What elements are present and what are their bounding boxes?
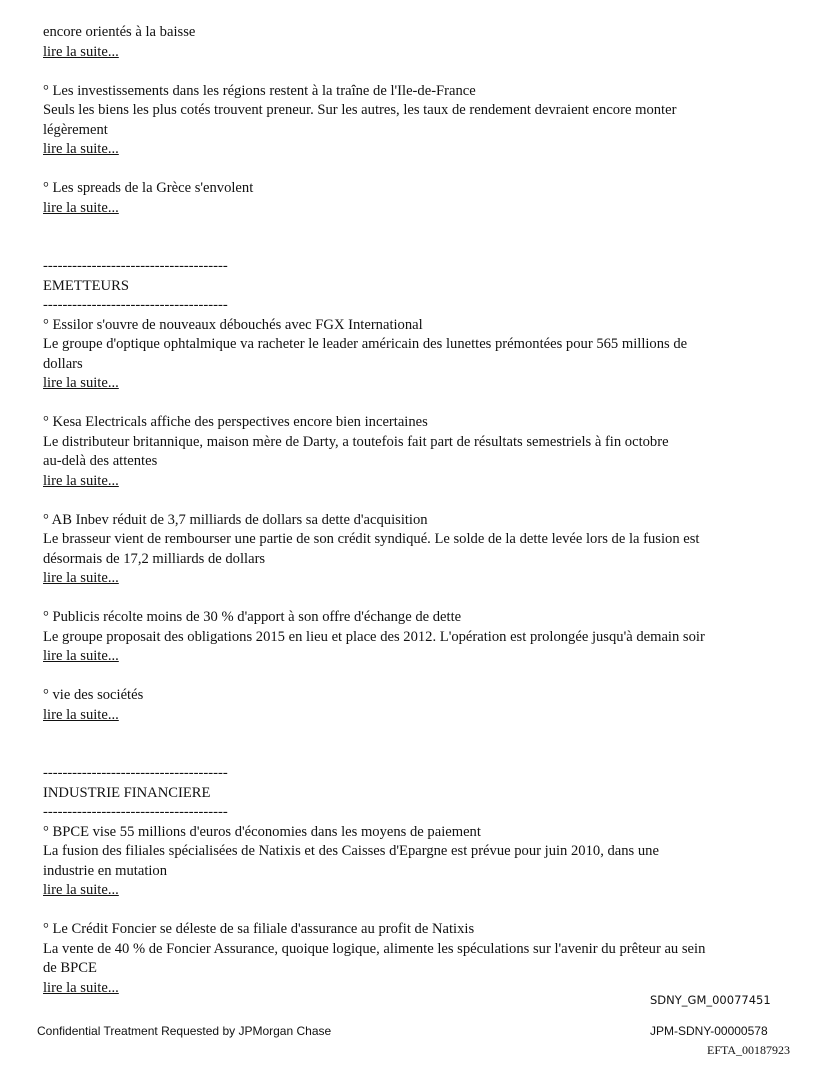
section-divider: -------------------------------------- — [43, 297, 228, 313]
article-item — [43, 511, 783, 589]
article-item — [43, 823, 783, 901]
article-item — [43, 179, 783, 218]
article-title: ° vie des sociétés — [43, 687, 144, 703]
bates-number-jpm: JPM-SDNY-00000578 — [650, 1024, 768, 1038]
read-more-link[interactable]: lire la suite... — [43, 141, 119, 157]
read-more-row — [43, 140, 783, 160]
article-item — [43, 413, 783, 491]
spacer — [43, 667, 783, 687]
read-more-row — [43, 881, 783, 901]
section-heading: EMETTEURS — [43, 277, 129, 294]
spacer — [43, 62, 783, 82]
read-more-link[interactable]: lire la suite... — [43, 199, 119, 216]
read-more-row — [43, 706, 783, 726]
article-item — [43, 82, 783, 160]
article-summary: Le groupe proposait des obligations 2015 en lieu et place des 2012. L'opération est prolongée jusqu'à demain soir — [43, 628, 705, 645]
section-heading: INDUSTRIE FINANCIERE — [43, 784, 211, 801]
article-summary: La fusion des filiales spécialisées de Natixis et des Caisses d'Epargne est prévue pour juin 2010, dans une — [43, 843, 659, 859]
article-item — [43, 608, 783, 667]
article-item — [43, 23, 783, 62]
article-title: ° Kesa Electricals affiche des perspectives encore bien incertaines — [43, 414, 428, 430]
article-summary: désormais de 17,2 milliards de dollars — [43, 550, 266, 567]
read-more-row — [43, 472, 783, 492]
read-more-row — [43, 374, 783, 394]
article-title: ° AB Inbev réduit de 3,7 milliards de dollars sa dette d'acquisition — [43, 511, 428, 528]
newsletter-body — [43, 23, 783, 998]
article-summary: Le groupe d'optique ophtalmique va racheter le leader américain des lunettes prémontées pour 565 millions de — [43, 336, 688, 352]
article-item — [43, 686, 783, 725]
article-summary: légèrement — [43, 121, 108, 138]
section-divider: -------------------------------------- — [43, 765, 228, 781]
article-title: ° Les spreads de la Grèce s'envolent — [43, 180, 254, 196]
article-title: ° Essilor s'ouvre de nouveaux débouchés avec FGX International — [43, 316, 423, 333]
spacer — [43, 589, 783, 609]
spacer — [43, 901, 783, 921]
article-summary: Seuls les biens les plus cotés trouvent preneur. Sur les autres, les taux de rendement devraient encore monter — [43, 102, 677, 118]
article-title: ° Publicis récolte moins de 30 % d'apport à son offre d'échange de dette — [43, 609, 462, 625]
article-item — [43, 316, 783, 394]
article-title: ° Le Crédit Foncier se déleste de sa filiale d'assurance au profit de Natixis — [43, 921, 475, 937]
efta-number: EFTA_00187923 — [707, 1043, 791, 1057]
section-divider: -------------------------------------- — [43, 258, 228, 274]
article-title: ° BPCE vise 55 millions d'euros d'économies dans les moyens de paiement — [43, 823, 481, 840]
confidential-notice: Confidential Treatment Requested by JPMorgan Chase — [37, 1024, 332, 1038]
read-more-link[interactable]: lire la suite... — [43, 375, 119, 391]
article-summary: au-delà des attentes — [43, 453, 158, 469]
read-more-link[interactable]: lire la suite... — [43, 882, 119, 898]
article-title: ° Les investissements dans les régions restent à la traîne de l'Ile-de-France — [43, 82, 476, 99]
read-more-link[interactable]: lire la suite... — [43, 43, 119, 60]
bates-number-gm: SDNY_GM_00077451 — [650, 993, 771, 1007]
read-more-link[interactable]: lire la suite... — [43, 706, 119, 723]
spacer — [43, 491, 783, 511]
spacer — [43, 218, 783, 257]
read-more-row — [43, 199, 783, 219]
section-divider: -------------------------------------- — [43, 804, 228, 820]
read-more-link[interactable]: lire la suite... — [43, 979, 119, 996]
article-item — [43, 920, 783, 998]
article-summary: dollars — [43, 355, 83, 372]
article-summary: de BPCE — [43, 960, 97, 976]
read-more-link[interactable]: lire la suite... — [43, 648, 119, 664]
read-more-row — [43, 647, 783, 667]
read-more-row — [43, 43, 783, 63]
article-summary: industrie en mutation — [43, 862, 168, 879]
read-more-link[interactable]: lire la suite... — [43, 472, 119, 489]
article-summary: La vente de 40 % de Foncier Assurance, quoique logique, alimente les spéculations sur l'avenir du prêteur au sein — [43, 940, 706, 957]
spacer — [43, 725, 783, 764]
read-more-link[interactable]: lire la suite... — [43, 570, 119, 586]
article-summary: Le brasseur vient de rembourser une partie de son crédit syndiqué. Le solde de la dette levée lors de la fusion est — [43, 531, 700, 547]
read-more-row — [43, 569, 783, 589]
article-summary: encore orientés à la baisse — [43, 24, 196, 40]
spacer — [43, 160, 783, 180]
article-summary: Le distributeur britannique, maison mère de Darty, a toutefois fait part de résultats semestriels à fin octobre — [43, 433, 669, 450]
spacer — [43, 394, 783, 414]
